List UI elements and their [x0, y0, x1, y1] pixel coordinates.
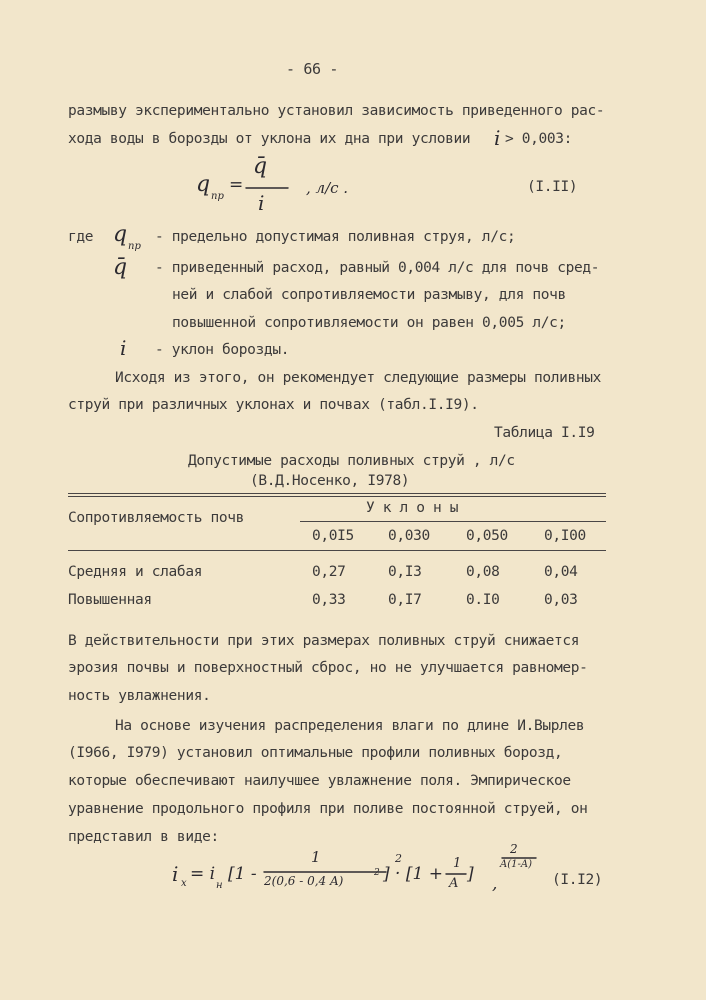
- formula-1-fraction-bar: [244, 186, 304, 190]
- column-header: 0,0I5: [312, 528, 354, 544]
- para-3-line-3: которые обеспечивают наилучшее увлажнение поля. Эмпирическое: [68, 773, 571, 789]
- column-header: 0,030: [388, 528, 430, 544]
- formula-2-lhs-sub: x: [181, 878, 187, 889]
- column-header: 0,050: [466, 528, 508, 544]
- table-cell: 0,04: [544, 564, 578, 580]
- formula-1-unit: , л/с .: [306, 179, 349, 197]
- table-cell: 0,I3: [388, 564, 422, 580]
- table-header-rule: [68, 550, 606, 551]
- table-top-rule: [68, 493, 606, 494]
- def-2-line-2: ней и слабой сопротивляемости размыву, для почв: [172, 287, 566, 303]
- intro-line-2-tail: > 0,003:: [505, 131, 573, 147]
- def-1-line-1: - предельно допустимая поливная струя, л/с;: [155, 229, 516, 245]
- formula-2-label: (I.I2): [552, 872, 603, 888]
- row-label: Средняя и слабая: [68, 564, 203, 580]
- table-title: Допустимые расходы поливных струй , л/с: [188, 453, 515, 469]
- formula-2-comma: ,: [492, 874, 498, 894]
- row-label: Повышенная: [68, 592, 152, 608]
- table-top-rule-2: [68, 496, 606, 497]
- formula-1-denominator: i: [258, 191, 265, 215]
- table-label: Таблица I.I9: [494, 425, 595, 441]
- slope-symbol-i: i: [494, 126, 501, 150]
- formula-1-lhs: q: [196, 172, 211, 197]
- formula-2-power-numerator: 2: [510, 842, 518, 856]
- para-2-line-1: В действительности при этих размерах поливных струй снижается: [68, 633, 580, 649]
- def-1-symbol: q: [113, 222, 128, 247]
- column-header: 0,I00: [544, 528, 586, 544]
- formula-1-equals: =: [229, 175, 244, 195]
- table-row-header: Сопротивляемость почв: [68, 510, 244, 526]
- formula-2-mid-denominator: A: [449, 876, 459, 891]
- formula-2-outer-exponent: 2: [395, 852, 402, 865]
- formula-2-lhs: i: [172, 862, 179, 886]
- table-source: (В.Д.Носенко, I978): [250, 473, 410, 489]
- def-3-symbol: i: [120, 336, 127, 360]
- para-3-line-5: представил в виде:: [68, 829, 219, 845]
- para-3-line-4: уравнение продольного профиля при поливе постоянной струей, он: [68, 801, 588, 817]
- table-cell: 0,08: [466, 564, 500, 580]
- para-1-line-1: Исходя из этого, он рекомендует следующие размеры поливных: [115, 370, 602, 386]
- formula-2-numerator: 1: [311, 848, 321, 866]
- table-group-header: У к л о н ы: [366, 500, 459, 516]
- intro-line-2: хода воды в борозды от уклона их дна при условии: [68, 131, 471, 147]
- table-cell: 0,03: [544, 592, 578, 608]
- formula-2-denominator: 2(0,6 - 0,4 A): [264, 874, 344, 888]
- formula-2-den-exponent: 2: [374, 868, 380, 878]
- def-2-line-1: - приведенный расход, равный 0,004 л/с для почв сред-: [155, 260, 600, 276]
- table-cell: 0,33: [312, 592, 346, 608]
- para-1-line-2: струй при различных уклонах и почвах (табл.I.I9).: [68, 397, 479, 413]
- formula-1-numerator: q̄: [253, 154, 268, 179]
- table-group-rule: [300, 521, 606, 522]
- formula-2-open: [1 -: [228, 864, 257, 884]
- formula-2-rhs: = i: [190, 864, 216, 884]
- para-3-line-2: (I966, I979) установил оптимальные профили поливных борозд,: [68, 745, 563, 761]
- def-2-line-3: повышенной сопротивляемости он равен 0,005 л/с;: [172, 315, 566, 331]
- formula-1-lhs-sub: пр: [211, 191, 224, 202]
- def-3-line-1: - уклон борозды.: [155, 342, 290, 358]
- page-number: - 66 -: [286, 60, 339, 78]
- table-cell: 0,27: [312, 564, 346, 580]
- formula-2-mid-numerator: 1: [453, 856, 462, 871]
- table-cell: 0,I7: [388, 592, 422, 608]
- def-1-symbol-sub: пр: [128, 241, 141, 252]
- para-2-line-3: ность увлажнения.: [68, 688, 211, 704]
- formula-2-rhs-sub: н: [216, 880, 223, 891]
- formula-1-label: (I.II): [527, 179, 578, 195]
- definitions-where: где: [68, 229, 94, 245]
- formula-2-middle: ] · [1 +: [383, 864, 443, 884]
- intro-line-1: размыву экспериментально установил зависимость приведенного рас-: [68, 103, 605, 119]
- para-2-line-2: эрозия почвы и поверхностный сброс, но не улучшается равномер-: [68, 660, 588, 676]
- def-2-symbol: q̄: [113, 255, 128, 280]
- formula-2-close: ]: [467, 864, 474, 884]
- formula-2-power-denominator: A(1-A): [500, 859, 532, 870]
- table-cell: 0.I0: [466, 592, 500, 608]
- para-3-line-1: На основе изучения распределения влаги по длине И.Вырлев: [115, 718, 585, 734]
